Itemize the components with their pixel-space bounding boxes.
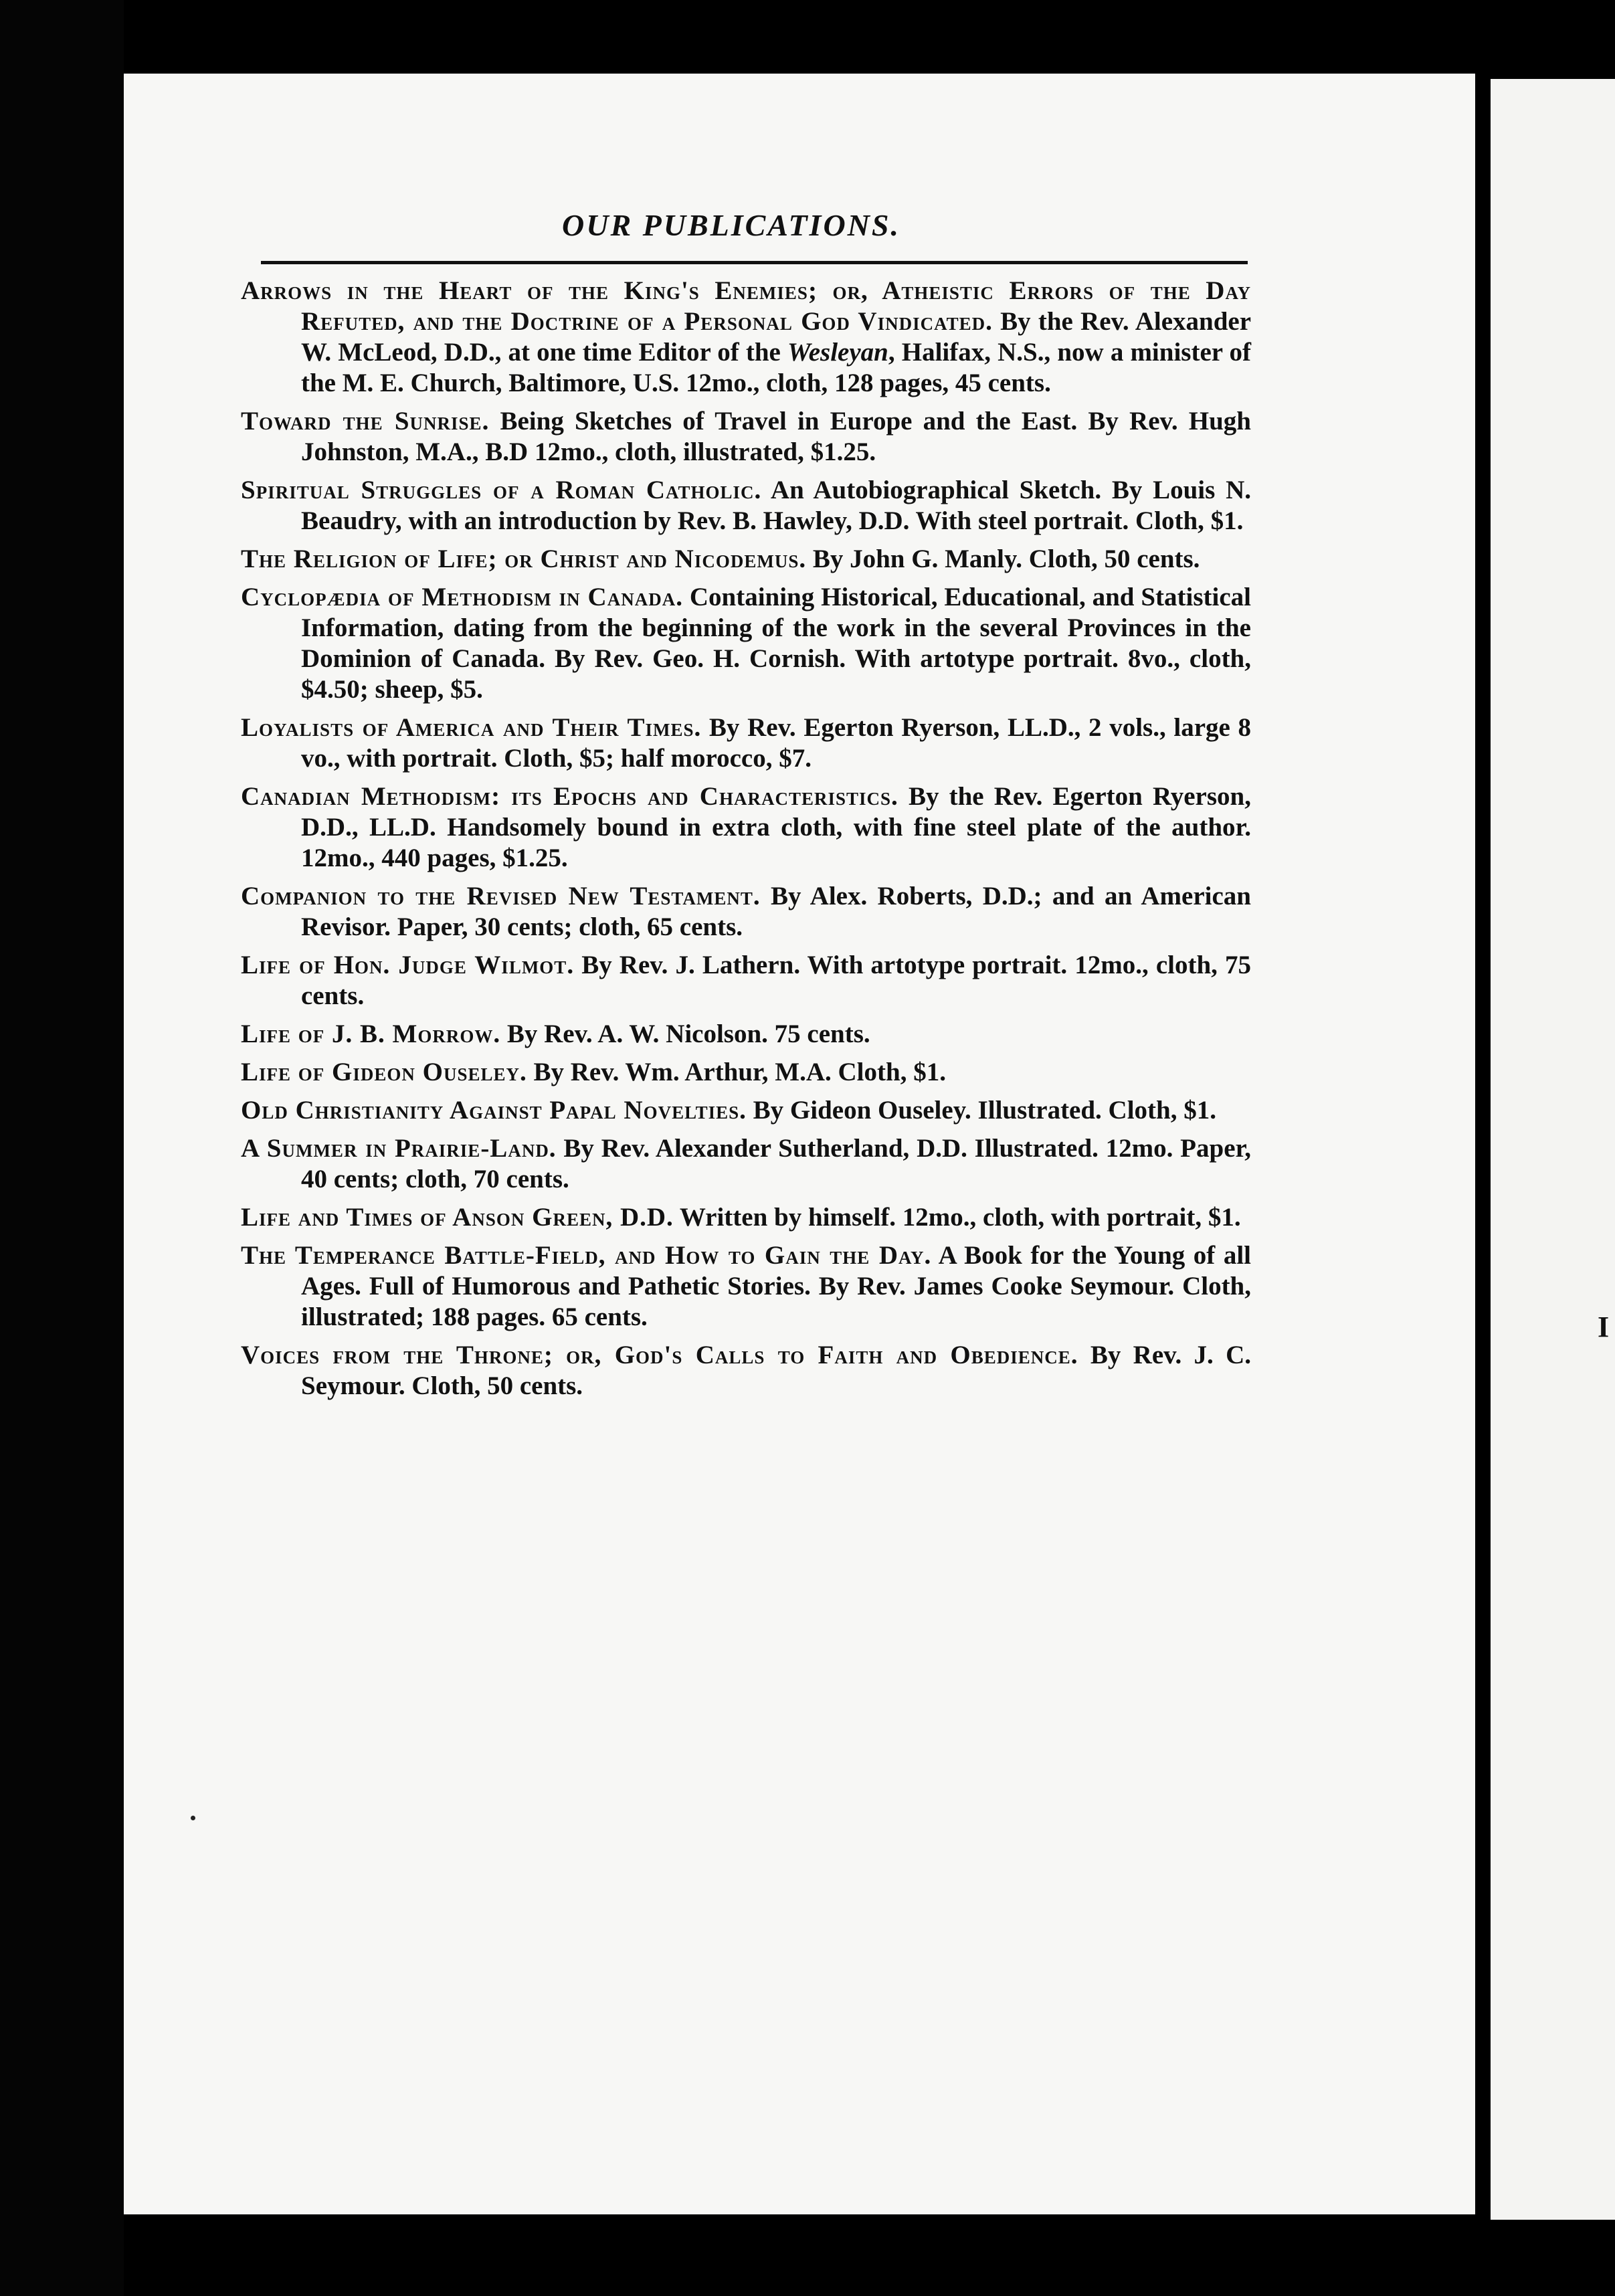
publication-details: By Rev. Egerton Ryerson, LL.D., 2 vols., large 8 vo., with portrait. Cloth, $5; half morocco, $7. <box>301 713 1251 773</box>
publication-entry <box>241 1202 1251 1233</box>
publication-title: Old Christianity Against Papal Novelties. <box>241 1096 747 1125</box>
publication-title: Loyalists of America and Their Times. <box>241 713 702 742</box>
publication-details: By the Rev. Egerton Ryerson, D.D., LL.D. Handsomely bound in extra cloth, with fine steel plate of the author. 12mo., 440 pages, $1.25. <box>301 782 1251 872</box>
adjacent-page-letter: I <box>1598 1311 1610 1343</box>
publication-title: The Religion of Life; or Christ and Nicodemus. <box>241 545 807 573</box>
publication-details: By Rev. A. W. Nicolson. 75 cents. <box>506 1020 870 1048</box>
publication-title: Arrows in the Heart of the King's Enemies; or, Atheistic Errors of the Day Refuted, and the Doctrine of a Personal God Vindicated. <box>241 276 1251 336</box>
publication-details: By Gideon Ouseley. Illustrated. Cloth, $1. <box>753 1096 1216 1125</box>
running-head: OUR PUBLICATIONS. <box>562 208 900 242</box>
publication-entry <box>241 712 1251 774</box>
publication-entry <box>241 1240 1251 1333</box>
publication-details: A Book for the Young of all Ages. Full of Humorous and Pathetic Stories. By Rev. James Cooke Seymour. Cloth, illustrated; 188 pages. 65 cents. <box>301 1241 1251 1331</box>
publication-list <box>241 276 1251 1409</box>
publication-details: By Rev. Alexander Sutherland, D.D. Illustrated. 12mo. Paper, 40 cents; cloth, 70 cents. <box>301 1134 1251 1193</box>
publication-title: Life of Hon. Judge Wilmot. <box>241 951 575 979</box>
publication-title: Spiritual Struggles of a Roman Catholic. <box>241 476 762 504</box>
publication-entry <box>241 1019 1251 1050</box>
publication-details: Being Sketches of Travel in Europe and the East. By Rev. Hugh Johnston, M.A., B.D 12mo., cloth, illustrated, $1.25. <box>301 407 1251 466</box>
publication-details-cont: , Halifax, N.S., now a minister of the M. E. Church, Baltimore, U.S. 12mo., cloth, 128 pages, 45 cents. <box>301 338 1251 397</box>
publication-title: Toward the Sunrise. <box>241 407 490 436</box>
publication-entry <box>241 582 1251 705</box>
publication-title: Life of J. B. Morrow. <box>241 1020 501 1048</box>
publication-details: By John G. Manly. Cloth, 50 cents. <box>812 545 1200 573</box>
header-rule <box>261 261 1248 264</box>
publication-entry <box>241 1095 1251 1126</box>
periodical-name: Wesleyan <box>787 338 888 367</box>
publication-entry <box>241 1340 1251 1402</box>
publication-entry <box>241 881 1251 943</box>
book-spine-shadow <box>0 0 124 2296</box>
publication-title: Companion to the Revised New Testament. <box>241 882 761 911</box>
publication-title: The Temperance Battle-Field, and How to Gain the Day. <box>241 1241 932 1270</box>
publication-entry <box>241 406 1251 468</box>
publication-title: A Summer in Prairie-Land. <box>241 1134 557 1163</box>
publication-details: By Rev. J. Lathern. With artotype portrait. 12mo., cloth, 75 cents. <box>301 951 1252 1010</box>
publication-details: By Rev. J. C. Seymour. Cloth, 50 cents. <box>301 1341 1251 1400</box>
publication-details: By Rev. Wm. Arthur, M.A. Cloth, $1. <box>533 1058 946 1086</box>
publication-title: Canadian Methodism: its Epochs and Characteristics. <box>241 782 898 811</box>
publication-title: Life and Times of Anson Green, D.D. <box>241 1203 674 1232</box>
publication-entry <box>241 475 1251 537</box>
publication-details: Written by himself. 12mo., cloth, with portrait, $1. <box>679 1203 1241 1232</box>
publication-entry <box>241 544 1251 575</box>
publication-title: Life of Gideon Ouseley. <box>241 1058 527 1086</box>
print-speck <box>191 1816 195 1820</box>
publication-title: Cyclopædia of Methodism in Canada. <box>241 583 683 611</box>
publication-details: An Autobiographical Sketch. By Louis N. Beaudry, with an introduction by Rev. B. Hawley, D.D. With steel portrait. Cloth, $1. <box>301 476 1251 535</box>
publication-entry <box>241 1057 1251 1088</box>
publication-entry <box>241 781 1251 874</box>
publication-details: Containing Historical, Educational, and Statistical Information, dating from the beginning of the work in the several Provinces in the Dominion of Canada. By Rev. Geo. H. Cornish. With artotype portrait. 8vo., cloth, $4.50; sheep, $5. <box>301 583 1251 704</box>
publication-title: Voices from the Throne; or, God's Calls to Faith and Obedience. <box>241 1341 1078 1369</box>
publication-entry <box>241 950 1251 1012</box>
publication-entry <box>241 276 1251 399</box>
publication-details: By the Rev. Alexander W. McLeod, D.D., at one time Editor of the <box>301 307 1252 367</box>
publication-entry <box>241 1133 1251 1195</box>
publication-details: By Alex. Roberts, D.D.; and an American Revisor. Paper, 30 cents; cloth, 65 cents. <box>301 882 1251 941</box>
adjacent-page-edge <box>1491 79 1615 2220</box>
